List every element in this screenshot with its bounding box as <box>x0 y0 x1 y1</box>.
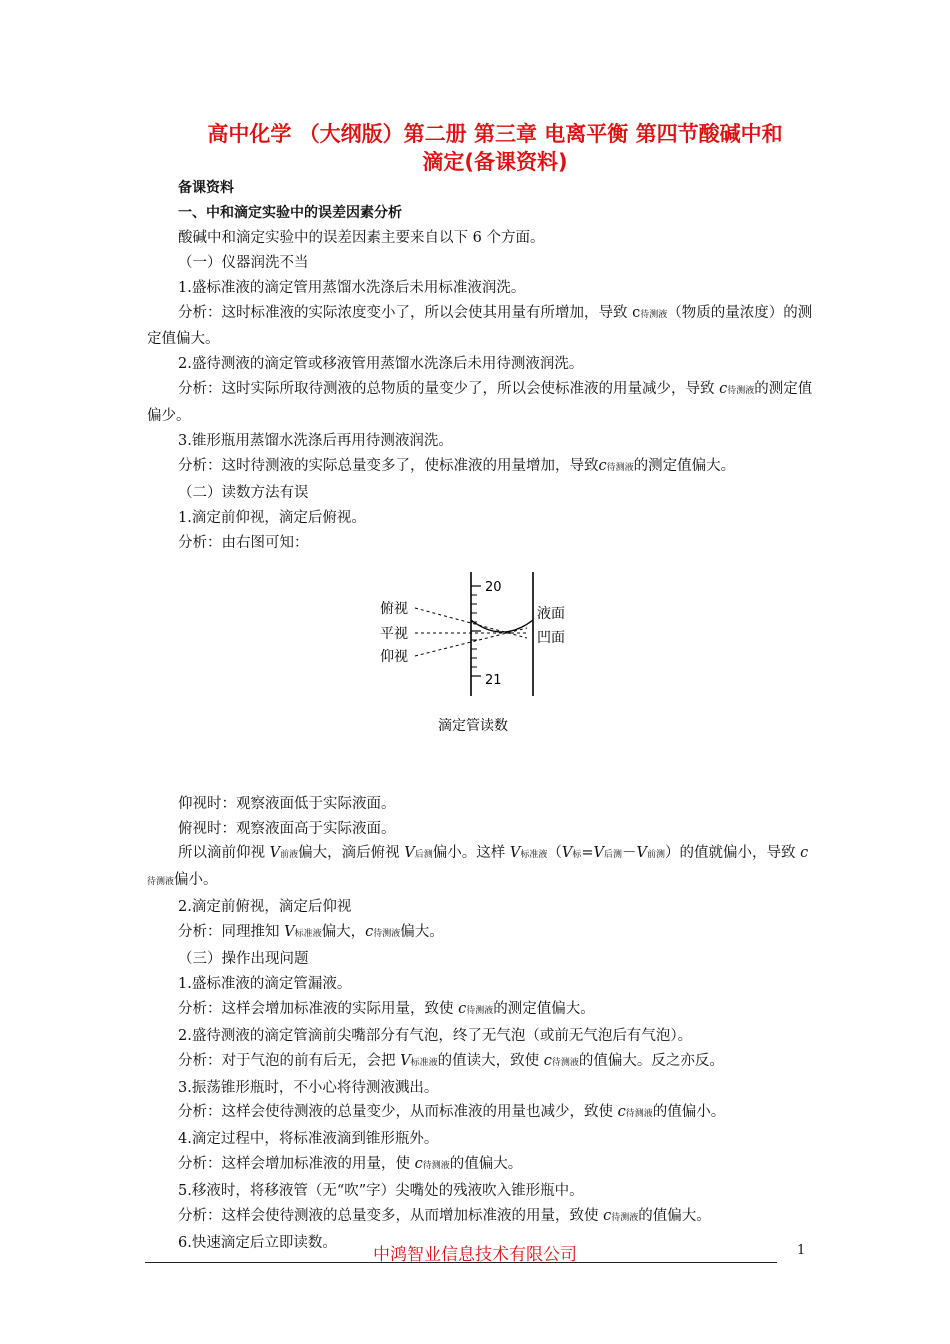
symbol-c: c <box>603 1208 612 1225</box>
document-body <box>147 176 817 1256</box>
text: 偏大， <box>321 924 366 941</box>
symbol-v: V <box>284 924 295 941</box>
subscript: 待测液 <box>625 1109 653 1120</box>
symbol-c: c <box>458 1000 467 1017</box>
symbol-c: c <box>617 1104 626 1121</box>
symbol-v: V <box>509 845 521 862</box>
subscript: 标准液 <box>294 929 322 940</box>
symbol-v: V <box>593 845 604 862</box>
text: 的值偏大。 <box>449 1156 523 1173</box>
text: 分析：这样会增加标准液的实际用量，致使 <box>178 1000 459 1017</box>
subscript: 前测 <box>646 850 665 861</box>
fushi-note: 俯视时：观察液面高于实际液面。 <box>178 820 396 837</box>
item-3-5: 5.移液时，将移液管（无“吹”字）尖嘴处的残液吹入锥形瓶中。 <box>178 1183 584 1200</box>
subscript: 标准液 <box>410 1057 438 1068</box>
subscript: 标 <box>572 850 582 861</box>
text: 所以滴前仰视 <box>178 845 270 862</box>
figure-caption: 滴定管读数 <box>438 717 508 734</box>
subscript: 待测液 <box>640 309 668 320</box>
burette-diagram <box>375 568 575 738</box>
tick-label-20: 20 <box>485 579 502 595</box>
title-line-1: 高中化学 （大纲版）第二册 第三章 电离平衡 第四节酸碱中和 <box>207 122 783 146</box>
subscript: 后测 <box>414 850 433 861</box>
subscript: 待测液 <box>373 929 401 940</box>
label-pingshi: 平视 <box>380 625 408 642</box>
heading-beike: 备课资料 <box>178 180 234 196</box>
symbol-v: V <box>269 845 281 862</box>
text: 分析：这样会使待测液的总量变少，从而标准液的用量也减少，致使 <box>178 1104 618 1121</box>
symbol-c: c <box>414 1156 423 1173</box>
text: 分析：这样会使待测液的总量变多，从而增加标准液的用量，致使 <box>178 1208 604 1225</box>
analysis-3-4 <box>147 1152 817 1179</box>
analysis-text: 分析：这时实际所取待测液的总物质的量变少了，所以会使标准液的用量减少，导致 <box>178 381 720 398</box>
text: 分析：同理推知 <box>178 924 285 941</box>
item-3-2: 2.盛待测液的滴定管滴前尖嘴部分有气泡，终了无气泡（或前无气泡后有气泡）。 <box>178 1027 693 1044</box>
label-fushi: 俯视 <box>380 600 408 617</box>
item-1-3: 3.锥形瓶用蒸馏水洗涤后再用待测液润洗。 <box>178 433 453 450</box>
symbol-v: V <box>400 1052 411 1069</box>
item-3-1: 1.盛标准液的滴定管漏液。 <box>178 975 352 992</box>
subscript: 待测液 <box>611 1213 639 1224</box>
analysis-3-2 <box>147 1049 817 1076</box>
label-yangshi: 仰视 <box>380 648 408 665</box>
text: 的值读大，致使 <box>437 1052 544 1069</box>
title-line-2: 滴定(备课资料) <box>422 150 568 174</box>
text: （ <box>547 845 562 862</box>
analysis-text-end: （物质的量浓度）的测定值偏大。 <box>147 304 813 348</box>
conclusion-2-1 <box>147 841 817 895</box>
symbol-c: c <box>800 845 809 862</box>
text: 的值偏大。 <box>638 1208 711 1225</box>
footer-divider <box>145 1262 777 1263</box>
symbol-c: c <box>543 1052 552 1069</box>
subscript: 待测液 <box>606 462 634 473</box>
yangshi-note: 仰视时：观察液面低于实际液面。 <box>178 795 396 812</box>
symbol-v: V <box>404 845 415 862</box>
text: 的测定值偏大。 <box>493 1000 595 1017</box>
analysis-text-end: 的测定值偏少。 <box>147 381 813 425</box>
section-heading-1: 一、中和滴定实验中的误差因素分析 <box>178 204 402 221</box>
text: 偏小。这样 <box>432 845 510 862</box>
subsection-3: （三）操作出现问题 <box>178 951 309 968</box>
subscript: 待测液 <box>727 386 755 397</box>
text: = <box>581 845 594 862</box>
subscript: 后测 <box>603 850 622 861</box>
item-3-4: 4.滴定过程中，将标准液滴到锥形瓶外。 <box>178 1131 439 1148</box>
footer-company: 中鸿智业信息技术有限公司 <box>373 1245 577 1265</box>
text: 的值偏小。 <box>652 1104 726 1121</box>
symbol-c: c <box>598 457 607 474</box>
text: 偏大，滴后俯视 <box>298 845 405 862</box>
text: 的值偏大。反之亦反。 <box>578 1052 724 1069</box>
analysis-text: 分析：这时待测液的实际总量变多了，使标准液的用量增加，导致 <box>178 457 599 474</box>
page-number: 1 <box>797 1243 806 1258</box>
text: 偏大。 <box>400 924 444 941</box>
subscript: 标准液 <box>520 850 548 861</box>
item-2-2: 2.滴定前俯视，滴定后仰视 <box>178 899 352 916</box>
symbol-c: c <box>719 381 728 398</box>
analysis-1-2 <box>147 377 817 429</box>
subscript: 前液 <box>280 850 299 861</box>
subsection-1: （一）仪器润洗不当 <box>178 254 309 271</box>
analysis-3-5 <box>147 1204 817 1231</box>
symbol-c: c <box>365 924 374 941</box>
item-3-6: 6.快速滴定后立即读数。 <box>178 1235 337 1251</box>
analysis-1-3 <box>147 454 817 481</box>
subscript: 待测液 <box>551 1057 579 1068</box>
paragraph-intro: 酸碱中和滴定实验中的误差因素主要来自以下 6 个方面。 <box>178 229 545 246</box>
subscript: 待测液 <box>147 877 175 888</box>
label-yemian: 液面 <box>537 605 565 622</box>
item-2-1: 1.滴定前仰视，滴定后俯视。 <box>178 509 366 526</box>
tick-label-21: 21 <box>485 672 502 688</box>
item-1-2: 2.盛待测液的滴定管或移液管用蒸馏水洗涤后未用待测液润洗。 <box>178 356 584 373</box>
item-1-1: 1.盛标准液的滴定管用蒸馏水洗涤后未用标准液润洗。 <box>178 279 526 296</box>
burette-reading-figure <box>147 556 817 792</box>
subscript: 待测液 <box>466 1005 494 1016</box>
label-aomian: 凹面 <box>537 629 565 646</box>
item-3-3: 3.振荡锥形瓶时，不小心将待测液溅出。 <box>178 1079 439 1096</box>
text: 分析：这样会增加标准液的用量，使 <box>178 1156 415 1173</box>
text: 偏小。 <box>174 872 218 889</box>
symbol-v: V <box>561 845 573 862</box>
analysis-text: 分析：这时标准液的实际浓度变小了，所以会使其用量有所增加，导致 c <box>178 304 641 321</box>
text: 分析：对于气泡的前有后无，会把 <box>178 1052 401 1069</box>
analysis-2-2 <box>147 920 817 947</box>
subscript: 待测液 <box>422 1161 450 1172</box>
analysis-3-1 <box>147 997 817 1024</box>
subsection-2: （二）读数方法有误 <box>178 484 309 501</box>
text: － <box>621 845 637 862</box>
analysis-text-end: 的测定值偏大。 <box>633 457 736 474</box>
symbol-v: V <box>636 845 647 862</box>
analysis-3-3 <box>147 1100 817 1127</box>
text: ）的值就偏小，导致 <box>664 845 801 862</box>
document-title <box>150 120 840 176</box>
analysis-1-1 <box>147 301 817 353</box>
analysis-2-1: 分析：由右图可知： <box>178 534 309 551</box>
